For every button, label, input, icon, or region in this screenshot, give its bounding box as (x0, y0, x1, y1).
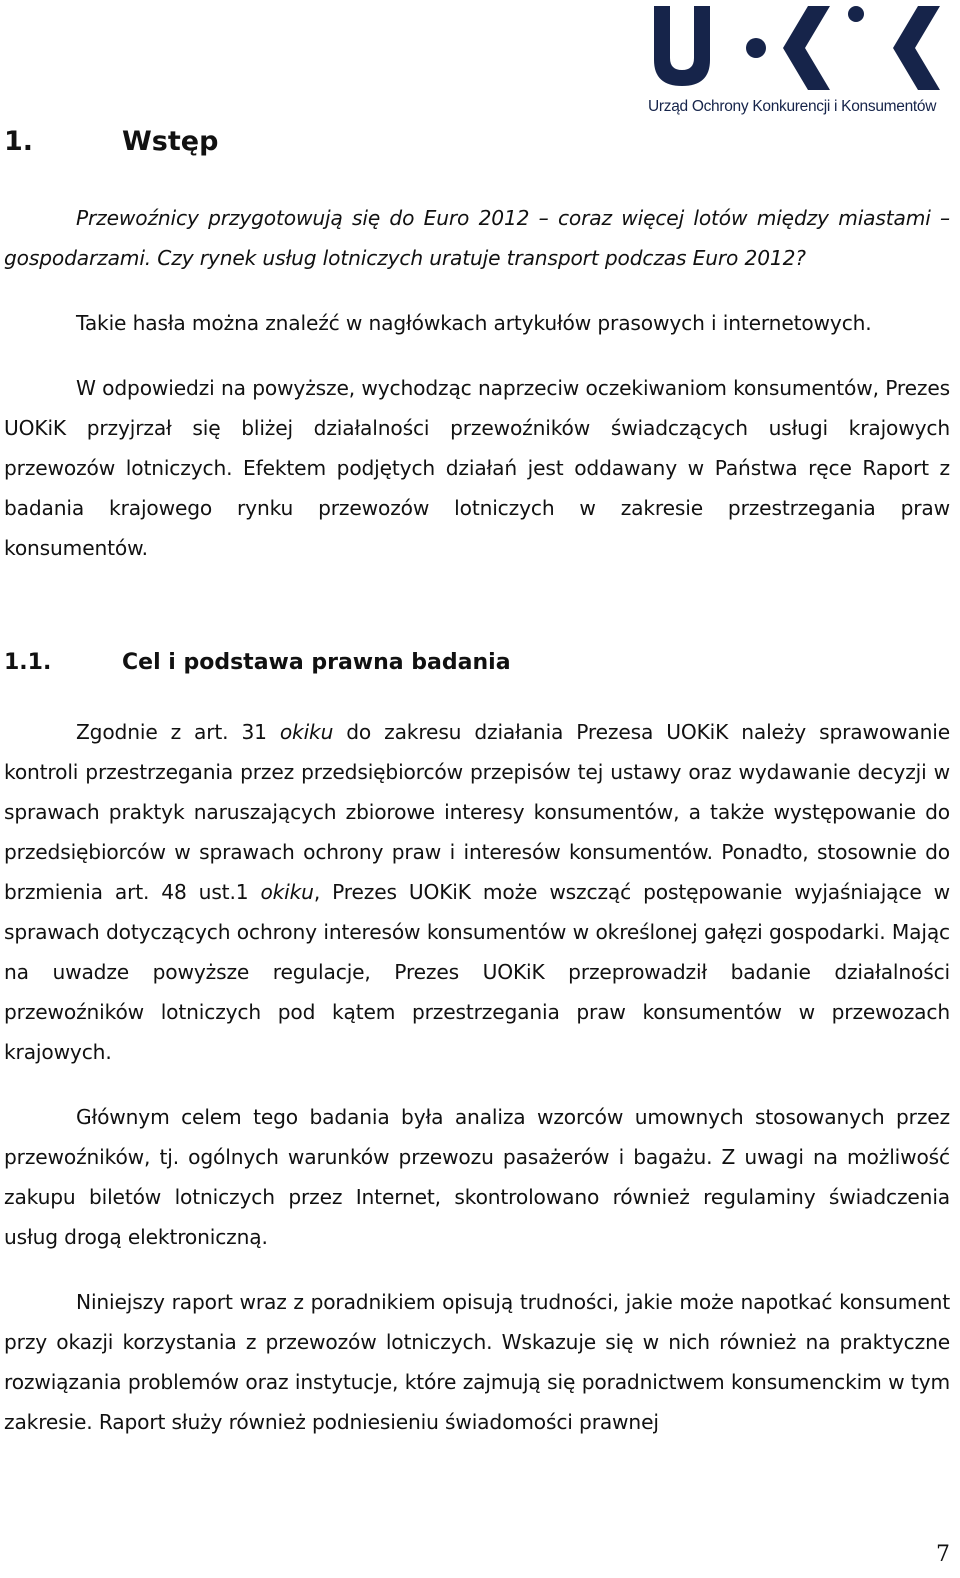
legal-text-1: Zgodnie z art. 31 (76, 720, 280, 744)
section-1-1-heading (4, 650, 511, 675)
page-number: 7 (936, 1542, 950, 1567)
section-number: 1. (4, 126, 34, 157)
intro-text: Takie hasła można znaleźć w nagłówkach artykułów prasowych i internetowych. (76, 311, 872, 335)
section-title: Wstęp (122, 126, 219, 157)
subsection-title: Cel i podstawa prawna badania (122, 650, 511, 675)
goal-paragraph (4, 1097, 950, 1257)
report-paragraph (4, 1282, 950, 1442)
report-text: Niniejszy raport wraz z poradnikiem opisują trudności, jakie może napotkać konsument przy okazji korzystania z przewozów lotniczych. Wskazuje się w nich również na praktyczne rozwiązania problemów oraz instytucje, które zajmują się poradnictwem konsumenckim w tym zakresie. Raport służy również podniesieniu świadomości prawnej (4, 1290, 950, 1434)
logo-caption: Urząd Ochrony Konkurencji i Konsumentów (648, 98, 937, 115)
lead-paragraph (4, 198, 950, 278)
legal-text-3: , Prezes UOKiK może wszcząć postępowanie wyjaśniające w sprawach dotyczących ochrony interesów konsumentów w określonej gałęzi gospodarki. Mając na uwadze powyższe regulacje, Prezes UOKiK przeprowadził badanie działalności przewoźników lotniczych pod kątem przestrzegania praw konsumentów w przewozach krajowych. (4, 880, 950, 1064)
response-text: W odpowiedzi na powyższe, wychodząc naprzeciw oczekiwaniom konsumentów, Prezes UOKiK przyjrzał się bliżej działalności przewoźników świadczących usługi krajowych przewozów lotniczych. Efektem podjętych działań jest oddawany w Państwa ręce Raport z badania krajowego rynku przewozów lotniczych w zakresie przestrzegania praw konsumentów. (4, 376, 950, 560)
uokik-logo-mark (648, 4, 946, 94)
legal-act-abbrev: okiku (260, 880, 314, 904)
subsection-number: 1.1. (4, 650, 52, 675)
legal-basis-paragraph (4, 712, 950, 1072)
legal-act-abbrev: okiku (279, 720, 334, 744)
response-paragraph (4, 368, 950, 568)
intro-paragraph (4, 303, 950, 343)
goal-text: Głównym celem tego badania była analiza wzorców umownych stosowanych przez przewoźników, tj. ogólnych warunków przewozu pasażerów i bagażu. Z uwagi na możliwość zakupu biletów lotniczych przez Internet, skontrolowano również regulaminy świadczenia usług drogą elektroniczną. (4, 1105, 950, 1249)
legal-text-2: do zakresu działania Prezesa UOKiK należy sprawowanie kontroli przestrzegania przez przedsiębiorców przepisów tej ustawy oraz wydawanie decyzji w sprawach praktyk naruszających zbiorowe interesy konsumentów, a także występowanie do przedsiębiorców w sprawach ochrony praw i interesów konsumentów. Ponadto, stosownie do brzmienia art. 48 ust.1 (4, 720, 951, 904)
lead-text: Przewoźnicy przygotowują się do Euro 2012 – coraz więcej lotów między miastami – gospodarzami. Czy rynek usług lotniczych uratuje transport podczas Euro 2012? (4, 206, 950, 270)
section-1-heading (4, 126, 218, 157)
uokik-logo (648, 4, 946, 120)
